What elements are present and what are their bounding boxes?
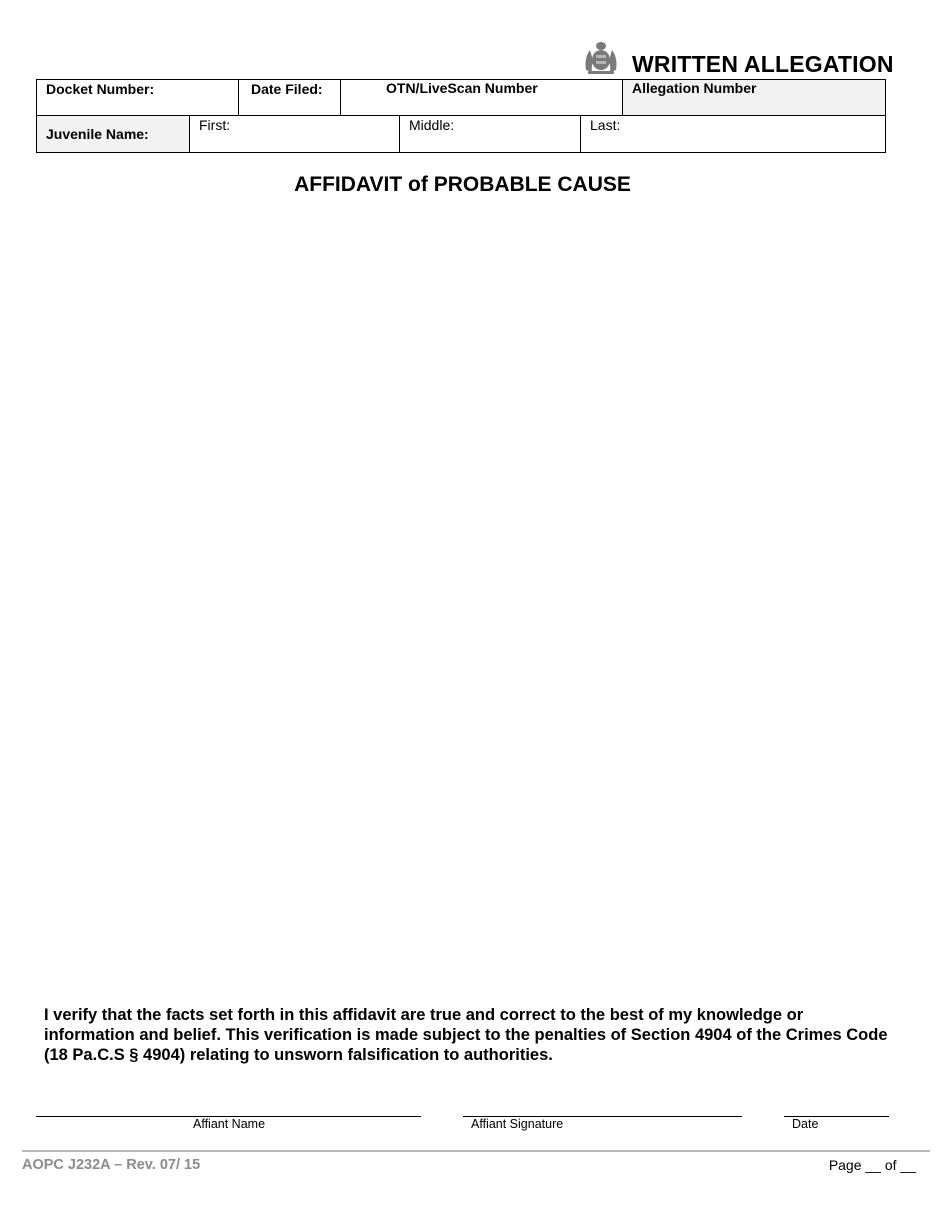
juvenile-name-label-cell <box>37 116 190 152</box>
docket-number-field[interactable] <box>37 80 239 116</box>
date-filed-label: Date Filed: <box>251 81 323 97</box>
page-count: Page __ of __ <box>828 1157 916 1173</box>
allegation-number-field[interactable] <box>623 80 885 116</box>
juvenile-name-label: Juvenile Name: <box>46 126 149 142</box>
first-name-label: First: <box>199 117 231 133</box>
last-name-label: Last: <box>590 117 621 133</box>
last-name-field[interactable] <box>581 116 885 152</box>
footer-divider <box>22 1150 930 1152</box>
otn-livescan-field[interactable] <box>341 80 623 116</box>
affiant-name-label: Affiant Name <box>193 1117 266 1131</box>
form-id: AOPC J232A – Rev. 07/ 15 <box>22 1157 201 1173</box>
allegation-number-label: Allegation Number <box>632 80 757 96</box>
affiant-signature-label: Affiant Signature <box>471 1117 564 1131</box>
first-name-field[interactable] <box>190 116 400 152</box>
affidavit-title: AFFIDAVIT of PROBABLE CAUSE <box>294 173 631 196</box>
middle-name-label: Middle: <box>409 117 455 133</box>
docket-number-label: Docket Number: <box>46 81 155 97</box>
middle-name-field[interactable] <box>400 116 581 152</box>
commonwealth-seal-icon <box>582 40 620 76</box>
form-title: WRITTEN ALLEGATION <box>632 51 894 77</box>
date-label: Date <box>792 1117 819 1131</box>
date-filed-field[interactable] <box>239 80 341 116</box>
verification-statement: I verify that the facts set forth in this affidavit are true and correct to the best of my knowledge or information and belief. This verification is made subject to the penalties of Section 4904 of the Crimes Code (18 Pa.C.S § 4904) relating to unsworn falsification to authorities. <box>44 1006 888 1064</box>
otn-livescan-label: OTN/LiveScan Number <box>386 80 538 96</box>
case-info-table <box>36 79 886 153</box>
